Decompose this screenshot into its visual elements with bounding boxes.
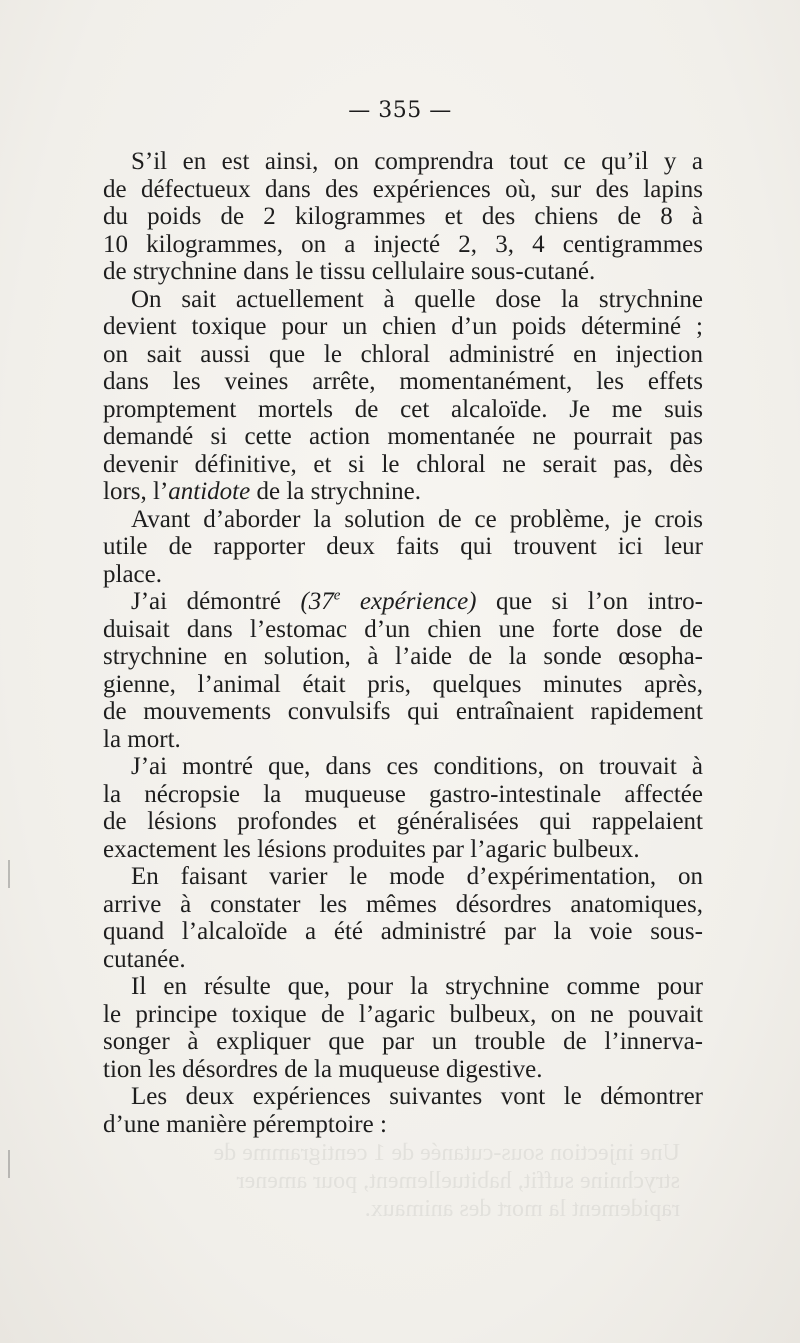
- page-number: — 355 —: [348, 98, 452, 123]
- text-line: tion les désordres de la muqueuse digestive.: [103, 1055, 543, 1083]
- text-line: de lésions profondes et généralisées qui rappelaient: [103, 808, 703, 835]
- text-line: de défectueux dans des expériences où, sur des lapins: [103, 175, 703, 203]
- text-line: du poids de 2 kilogrammes et des chiens de 8 à: [103, 203, 703, 230]
- text-line: lors, l’antidote de la strychnine.: [103, 478, 421, 505]
- text-line: devenir définitive, et si le chloral ne serait pas, dès: [103, 450, 703, 478]
- text-line: exactement les lésions produites par l’agaric bulbeux.: [103, 835, 640, 863]
- text-line: Avant d’aborder la solution de ce problème, je crois: [131, 505, 703, 533]
- text-line: utile de rapporter deux faits qui trouvent ici leur: [103, 533, 703, 560]
- text-line: le principe toxique de l’agaric bulbeux, on ne pouvait: [103, 1000, 703, 1028]
- body-text: [103, 148, 703, 1138]
- text-line: cutanée.: [103, 945, 186, 973]
- text-line: de mouvements convulsifs qui entraînaient rapidement: [103, 698, 703, 725]
- text-line: quand l’alcaloïde a été administré par la voie sous-: [103, 918, 703, 945]
- text-line: de strychnine dans le tissu cellulaire sous-cutané.: [103, 258, 596, 285]
- show-through-line: rapidement la mort des animaux.: [364, 1196, 680, 1222]
- text-line: place.: [103, 560, 162, 588]
- text-line: Les deux expériences suivantes vont le démontrer: [131, 1083, 703, 1110]
- text-line: dans les veines arrête, momentanément, les effets: [103, 368, 703, 395]
- text-line: on sait aussi que le chloral administré en injection: [103, 340, 703, 368]
- text-line: d’une manière péremptoire :: [103, 1110, 387, 1138]
- margin-mark: [8, 1150, 10, 1178]
- margin-mark: [8, 860, 10, 888]
- text-line: 10 kilogrammes, on a injecté 2, 3, 4 centigrammes: [103, 230, 703, 258]
- text-line: strychnine en solution, à l’aide de la sonde œsopha-: [103, 643, 703, 670]
- text-line: J’ai démontré (37e expérience) que si l’on intro-: [131, 587, 703, 615]
- show-through-line: strychnine suffit, habituellement, pour amener: [236, 1168, 680, 1194]
- show-through-line: Une injection sous-cutanée de 1 centigramme de: [213, 1140, 680, 1166]
- text-line: On sait actuellement à quelle dose la strychnine: [131, 285, 703, 313]
- text-line: gienne, l’animal était pris, quelques minutes après,: [103, 670, 703, 698]
- text-line: duisait dans l’estomac d’un chien une forte dose de: [103, 615, 703, 643]
- text-line: la mort.: [103, 725, 181, 753]
- text-line: demandé si cette action momentanée ne pourrait pas: [103, 423, 703, 450]
- text-line: Il en résulte que, pour la strychnine comme pour: [131, 973, 703, 1000]
- emphasis: (37e expérience): [300, 587, 477, 615]
- text-line: la nécropsie la muqueuse gastro-intestinale affectée: [103, 780, 703, 808]
- text-line: devient toxique pour un chien d’un poids déterminé ;: [103, 313, 703, 340]
- text-line: En faisant varier le mode d’expérimentation, on: [131, 863, 703, 890]
- emphasis: antidote: [168, 478, 251, 505]
- text-line: arrive à constater les mêmes désordres anatomiques,: [103, 890, 703, 918]
- text-line: S’il en est ainsi, on comprendra tout ce qu’il y a: [131, 148, 703, 175]
- text-line: promptement mortels de cet alcaloïde. Je me suis: [103, 395, 703, 423]
- text-line: songer à expliquer que par un trouble de l’innerva-: [103, 1028, 703, 1055]
- text-line: J’ai montré que, dans ces conditions, on trouvait à: [131, 753, 703, 780]
